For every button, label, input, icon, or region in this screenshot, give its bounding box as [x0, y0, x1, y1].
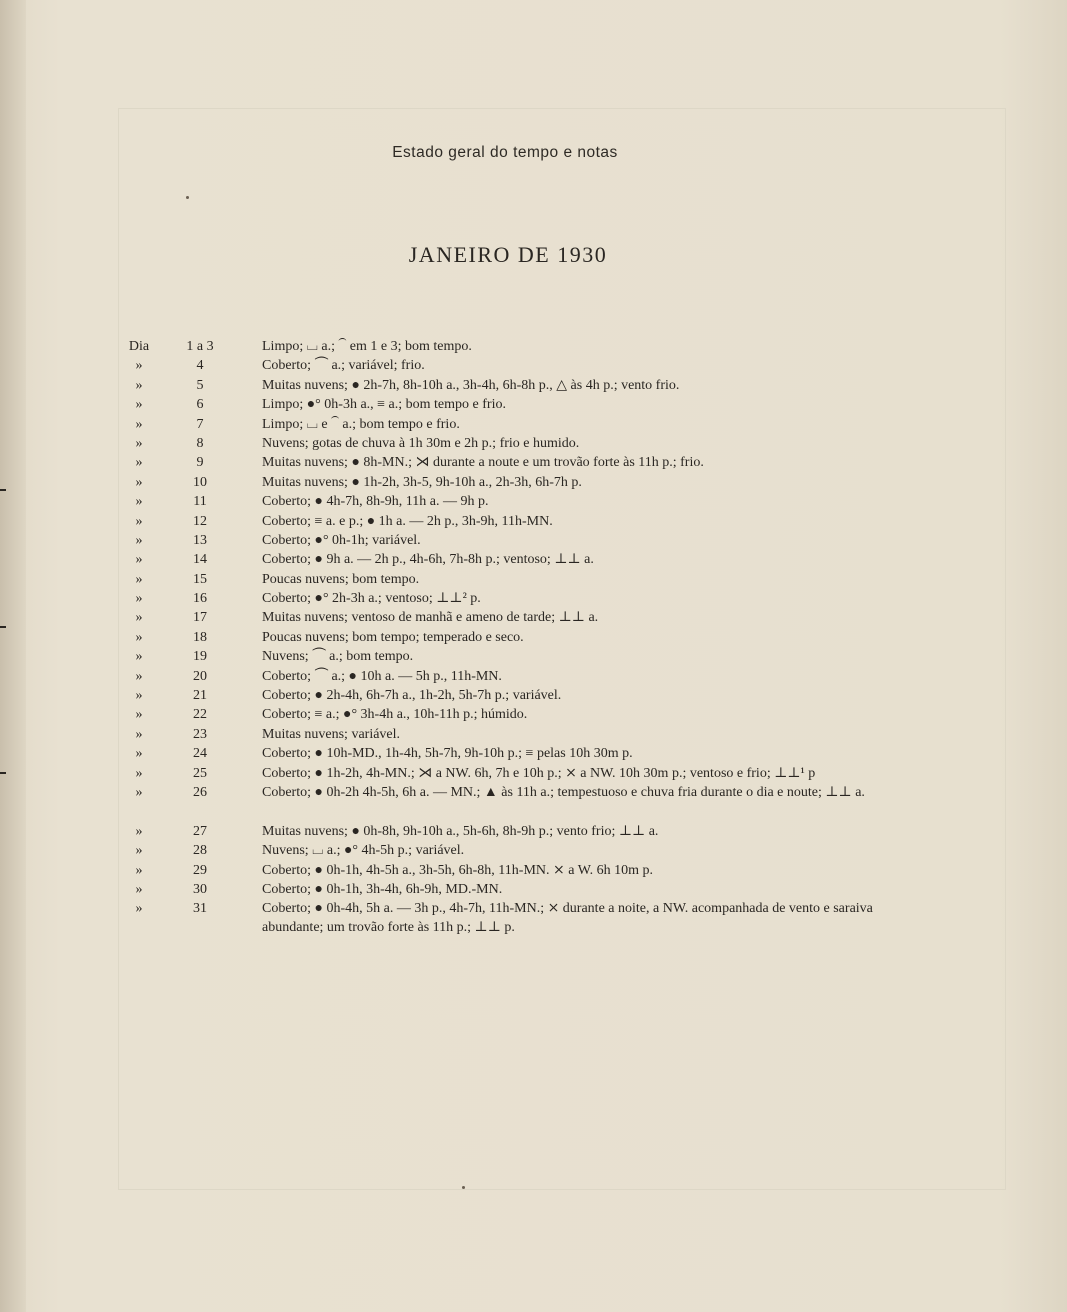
table-row [0, 453, 1067, 472]
ditto-mark: » [135, 862, 143, 878]
ditto-mark: » [135, 843, 143, 859]
day-number: 18 [193, 629, 207, 645]
table-row [0, 608, 1067, 627]
weather-note: Coberto; ≡ a. e p.; ● 1h a. — 2h p., 3h-9h, 11h-MN. [262, 513, 553, 529]
ditto-mark: » [135, 358, 143, 374]
ditto-mark: » [135, 455, 143, 471]
ditto-mark: » [135, 746, 143, 762]
weather-note: Nuvens; ⌴ a.; ●° 4h-5h p.; variável. [262, 843, 465, 859]
margin-mark [0, 626, 6, 628]
day-number: 19 [193, 649, 207, 665]
ditto-mark: » [135, 707, 143, 723]
weather-note: Coberto; ● 0h-1h, 3h-4h, 6h-9h, MD.-MN. [262, 881, 503, 897]
ditto-mark: » [135, 377, 143, 393]
weather-note: Nuvens; gotas de chuva à 1h 30m e 2h p.; frio e humido. [262, 435, 580, 451]
table-row [0, 667, 1067, 686]
ditto-mark: » [135, 416, 143, 432]
table-row [0, 744, 1067, 763]
weather-note: Coberto; ●° 0h-1h; variável. [262, 532, 421, 548]
table-row [0, 705, 1067, 724]
weather-note: Coberto; ● 9h a. — 2h p., 4h-6h, 7h-8h p.; ventoso; ⊥⊥ a. [262, 552, 594, 568]
weather-note: Coberto; ⏜ a.; variável; frio. [262, 358, 425, 374]
day-number: 15 [193, 571, 207, 587]
table-row [0, 434, 1067, 453]
ditto-mark: » [135, 552, 143, 568]
ditto-mark: » [135, 726, 143, 742]
day-column-label: Dia [128, 339, 150, 354]
ditto-mark: » [135, 668, 143, 684]
day-number: 16 [193, 591, 207, 607]
table-row [0, 531, 1067, 550]
day-number: 4 [196, 358, 204, 374]
weather-note: Coberto; ● 0h-1h, 4h-5h a., 3h-5h, 6h-8h, 11h-MN. ⨯ a W. 6h 10m p. [262, 862, 654, 878]
table-row [0, 861, 1067, 880]
day-number: 11 [193, 494, 207, 510]
day-number: 9 [196, 455, 204, 471]
weather-note: Coberto; ≡ a.; ●° 3h-4h a., 10h-11h p.; húmido. [262, 707, 528, 723]
ditto-mark: » [135, 881, 143, 897]
weather-note: Coberto; ● 4h-7h, 8h-9h, 11h a. — 9h p. [262, 494, 489, 510]
ditto-mark: » [135, 901, 143, 917]
ditto-mark: » [135, 435, 143, 451]
day-number: 25 [193, 765, 207, 781]
ditto-mark: » [135, 688, 143, 704]
weather-note: Muitas nuvens; ● 8h-MN.; ⋊ durante a noute e um trovão forte às 11h p.; frio. [262, 455, 704, 471]
ditto-mark: » [135, 610, 143, 626]
day-number: 8 [196, 435, 204, 451]
weather-note: Limpo; ●° 0h-3h a., ≡ a.; bom tempo e frio. [262, 397, 506, 413]
ditto-mark: » [135, 532, 143, 548]
weather-note: Coberto; ● 2h-4h, 6h-7h a., 1h-2h, 5h-7h p.; variável. [262, 688, 562, 704]
weather-note: Coberto; ⏜ a.; ● 10h a. — 5h p., 11h-MN. [262, 668, 502, 684]
table-row [0, 395, 1067, 414]
day-number: 10 [193, 474, 207, 490]
ditto-mark: » [135, 571, 143, 587]
day-number: 28 [193, 843, 207, 859]
day-number: 22 [193, 707, 207, 723]
day-number: 20 [193, 668, 207, 684]
day-number: 23 [193, 726, 207, 742]
weather-note: Muitas nuvens; variável. [262, 726, 401, 742]
day-number: 5 [196, 377, 204, 393]
day-number: 26 [193, 784, 207, 800]
month-title: JANEIRO DE 1930 [408, 242, 608, 267]
weather-note: Muitas nuvens; ● 0h-8h, 9h-10h a., 5h-6h, 8h-9h p.; vento frio; ⊥⊥ a. [262, 823, 659, 839]
table-row [0, 880, 1067, 899]
weather-note: Coberto; ● 0h-2h 4h-5h, 6h a. — MN.; ▲ às 11h a.; tempestuoso e chuva fria durante o dia e noute; ⊥⊥ a. [262, 784, 865, 800]
weather-note: Poucas nuvens; bom tempo. [262, 571, 420, 587]
table-row [0, 473, 1067, 492]
table-row [0, 376, 1067, 395]
day-number: 27 [193, 823, 207, 839]
table-row [0, 628, 1067, 647]
table-row [0, 899, 1067, 938]
ditto-mark: » [135, 513, 143, 529]
ditto-mark: » [135, 784, 143, 800]
ditto-mark: » [135, 765, 143, 781]
ditto-mark: » [135, 629, 143, 645]
weather-note: Muitas nuvens; ● 2h-7h, 8h-10h a., 3h-4h, 6h-8h p., △ às 4h p.; vento frio. [262, 377, 680, 393]
weather-note: Muitas nuvens; ● 1h-2h, 3h-5, 9h-10h a., 2h-3h, 6h-7h p. [262, 474, 582, 490]
weather-note: Coberto; ●° 2h-3h a.; ventoso; ⊥⊥² p. [262, 591, 481, 607]
ditto-mark: » [135, 823, 143, 839]
day-number: 14 [193, 552, 207, 568]
table-row [0, 512, 1067, 531]
day-number: 12 [193, 513, 207, 529]
day-number: 13 [193, 532, 207, 548]
table-row [0, 725, 1067, 744]
table-row [0, 570, 1067, 589]
day-number: 7 [196, 416, 204, 432]
day-number: 21 [193, 688, 207, 704]
paper-speck [462, 1186, 465, 1189]
weather-note: Limpo; ⌴ a.; ⏜ em 1 e 3; bom tempo. [262, 339, 472, 354]
margin-mark [0, 772, 6, 774]
table-row [0, 686, 1067, 705]
table-row [0, 783, 1067, 822]
weather-notes-table [0, 337, 1067, 938]
weather-note: Muitas nuvens; ventoso de manhã e ameno de tarde; ⊥⊥ a. [262, 610, 599, 626]
table-row [0, 841, 1067, 860]
table-row [0, 550, 1067, 569]
weather-note: Coberto; ● 1h-2h, 4h-MN.; ⋊ a NW. 6h, 7h e 10h p.; ⨯ a NW. 10h 30m p.; ventoso e frio; ⊥⊥¹ p [262, 765, 816, 781]
ditto-mark: » [135, 591, 143, 607]
margin-mark [0, 489, 6, 491]
table-row [0, 589, 1067, 608]
day-number: 24 [193, 746, 207, 762]
ditto-mark: » [135, 474, 143, 490]
weather-note: Nuvens; ⏜ a.; bom tempo. [262, 649, 414, 665]
ditto-mark: » [135, 649, 143, 665]
table-row [0, 337, 1067, 356]
weather-note: Poucas nuvens; bom tempo; temperado e seco. [262, 629, 524, 645]
table-row [0, 822, 1067, 841]
day-number: 17 [193, 610, 207, 626]
ditto-mark: » [135, 494, 143, 510]
table-row [0, 764, 1067, 783]
day-number: 31 [193, 901, 207, 917]
table-row [0, 356, 1067, 375]
table-row [0, 415, 1067, 434]
page-heading: Estado geral do tempo e notas [392, 144, 618, 161]
ditto-mark: » [135, 397, 143, 413]
table-row [0, 647, 1067, 666]
weather-note: Coberto; ● 0h-4h, 5h a. — 3h p., 4h-7h, 11h-MN.; ⨯ durante a noite, a NW. acompanhada de vento e saraiva abundante; um trovão forte às 11h p.; ⊥⊥ p. [262, 901, 877, 936]
paper-speck [186, 196, 189, 199]
day-number: 29 [193, 862, 207, 878]
day-number: 1 a 3 [186, 339, 214, 354]
day-number: 6 [196, 397, 204, 413]
weather-note: Limpo; ⌴ e ⏜ a.; bom tempo e frio. [262, 416, 460, 432]
table-row [0, 492, 1067, 511]
day-number: 30 [193, 881, 207, 897]
weather-note: Coberto; ● 10h-MD., 1h-4h, 5h-7h, 9h-10h p.; ≡ pelas 10h 30m p. [262, 746, 633, 762]
